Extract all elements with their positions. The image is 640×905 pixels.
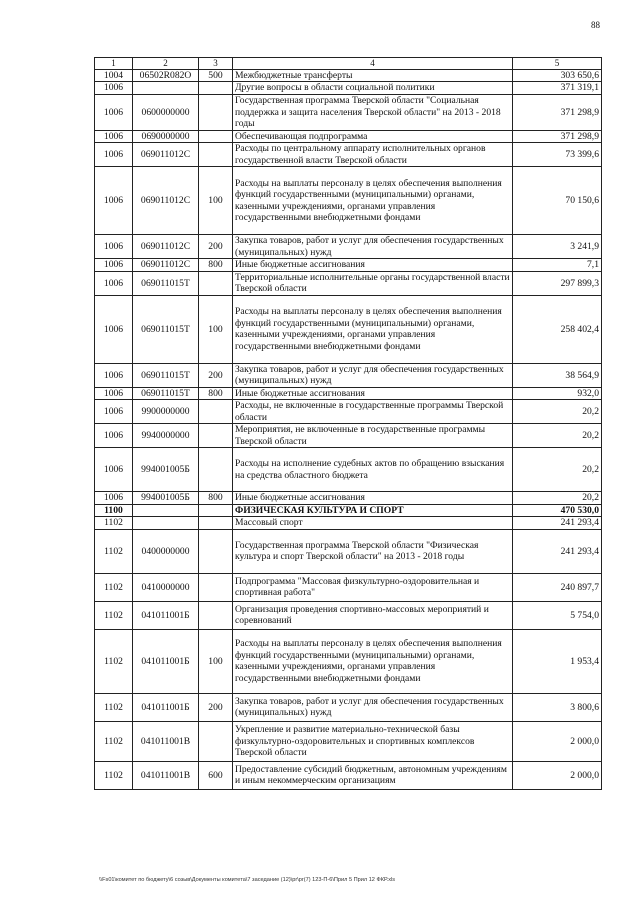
target-code-cell: 06502R082O	[133, 69, 199, 82]
description-cell: Межбюджетные трансферты	[233, 69, 513, 82]
header-col-1: 1	[95, 58, 133, 70]
description-cell: Укрепление и развитие материально-технической базы физкультурно-оздоровительных и спортивных комплексов Тверской области	[233, 721, 513, 761]
description-cell: Расходы на исполнение судебных актов по обращению взыскания на средства областного бюджета	[233, 448, 513, 492]
table-row	[95, 94, 602, 130]
target-code-cell: 0400000000	[133, 529, 199, 573]
table-row	[95, 69, 602, 82]
amount-cell: 371 298,9	[513, 130, 602, 143]
section-code-cell: 1006	[95, 167, 133, 235]
section-code-cell: 1102	[95, 693, 133, 721]
target-code-cell: 0410000000	[133, 573, 199, 601]
expense-type-cell: 100	[199, 295, 233, 363]
section-code-cell: 1102	[95, 517, 133, 530]
amount-cell: 470 530,0	[513, 504, 602, 517]
target-code-cell: 069011015Т	[133, 363, 199, 387]
target-code-cell: 041011001В	[133, 721, 199, 761]
description-cell: Организация проведения спортивно-массовых мероприятий и соревнований	[233, 601, 513, 629]
header-col-3: 3	[199, 58, 233, 70]
target-code-cell: 069011012С	[133, 259, 199, 272]
table-row	[95, 517, 602, 530]
expense-type-cell	[199, 721, 233, 761]
target-code-cell	[133, 517, 199, 530]
header-col-5: 5	[513, 58, 602, 70]
target-code-cell: 041011001Б	[133, 601, 199, 629]
expense-type-cell	[199, 143, 233, 167]
expense-type-cell: 800	[199, 259, 233, 272]
description-cell: Мероприятия, не включенные в государственные программы Тверской области	[233, 424, 513, 448]
amount-cell: 20,2	[513, 400, 602, 424]
target-code-cell	[133, 82, 199, 95]
section-code-cell: 1006	[95, 448, 133, 492]
description-cell: Территориальные исполнительные органы государственной власти Тверской области	[233, 271, 513, 295]
section-code-cell: 1004	[95, 69, 133, 82]
expense-type-cell	[199, 94, 233, 130]
description-cell: Расходы на выплаты персоналу в целях обеспечения выполнения функций государственными (муниципальными) органами, казенными учреждениями, органами управления государственными внебюджетными фондами	[233, 295, 513, 363]
expense-type-cell: 800	[199, 387, 233, 400]
target-code-cell: 041011001В	[133, 761, 199, 789]
table-row	[95, 601, 602, 629]
table-row	[95, 130, 602, 143]
section-code-cell: 1006	[95, 130, 133, 143]
expense-type-cell: 100	[199, 167, 233, 235]
expense-type-cell: 500	[199, 69, 233, 82]
table-row	[95, 693, 602, 721]
description-cell: Предоставление субсидий бюджетным, автономным учреждениям и иным некоммерческим организациям	[233, 761, 513, 789]
amount-cell: 371 298,9	[513, 94, 602, 130]
amount-cell: 2 000,0	[513, 721, 602, 761]
expense-type-cell: 200	[199, 363, 233, 387]
page-number: 88	[591, 20, 600, 30]
description-cell: Иные бюджетные ассигнования	[233, 387, 513, 400]
amount-cell: 20,2	[513, 492, 602, 505]
amount-cell: 1 953,4	[513, 629, 602, 693]
table-row	[95, 259, 602, 272]
section-code-cell: 1006	[95, 363, 133, 387]
description-cell: Обеспечивающая подпрограмма	[233, 130, 513, 143]
target-code-cell: 9940000000	[133, 424, 199, 448]
description-cell: Расходы, не включенные в государственные программы Тверской области	[233, 400, 513, 424]
expense-type-cell: 600	[199, 761, 233, 789]
target-code-cell: 994001005Б	[133, 492, 199, 505]
section-code-cell: 1102	[95, 721, 133, 761]
amount-cell: 371 319,1	[513, 82, 602, 95]
expense-type-cell	[199, 601, 233, 629]
description-cell: Иные бюджетные ассигнования	[233, 259, 513, 272]
section-code-cell: 1006	[95, 492, 133, 505]
target-code-cell: 041011001Б	[133, 629, 199, 693]
amount-cell: 297 899,3	[513, 271, 602, 295]
expense-type-cell	[199, 504, 233, 517]
section-code-cell: 1100	[95, 504, 133, 517]
expense-type-cell: 200	[199, 693, 233, 721]
target-code-cell: 994001005Б	[133, 448, 199, 492]
expense-type-cell	[199, 517, 233, 530]
section-code-cell: 1006	[95, 271, 133, 295]
amount-cell: 303 650,6	[513, 69, 602, 82]
target-code-cell: 9900000000	[133, 400, 199, 424]
file-path-footer: \\Fs01\комитет по бюджету\6 созыв\Документы комитета\7 заседание (12)\pr\pr(7) 123-П-6\Прил 5 Прил 12 ФКР.xls	[99, 877, 396, 883]
target-code-cell: 041011001Б	[133, 693, 199, 721]
table-row	[95, 529, 602, 573]
description-cell: Государственная программа Тверской области "Социальная поддержка и защита населения Тверской области" на 2013 - 2018 годы	[233, 94, 513, 130]
target-code-cell: 069011012С	[133, 143, 199, 167]
table-row	[95, 387, 602, 400]
description-cell: Расходы по центральному аппарату исполнительных органов государственной власти Тверской области	[233, 143, 513, 167]
section-code-cell: 1102	[95, 761, 133, 789]
description-cell: Закупка товаров, работ и услуг для обеспечения государственных (муниципальных) нужд	[233, 363, 513, 387]
section-code-cell: 1006	[95, 94, 133, 130]
amount-cell: 3 241,9	[513, 235, 602, 259]
section-code-cell: 1102	[95, 601, 133, 629]
budget-table	[94, 57, 602, 790]
section-code-cell: 1006	[95, 143, 133, 167]
table-row	[95, 721, 602, 761]
amount-cell: 240 897,7	[513, 573, 602, 601]
target-code-cell: 0600000000	[133, 94, 199, 130]
header-col-4: 4	[233, 58, 513, 70]
table-row	[95, 492, 602, 505]
description-cell: Закупка товаров, работ и услуг для обеспечения государственных (муниципальных) нужд	[233, 235, 513, 259]
amount-cell: 7,1	[513, 259, 602, 272]
expense-type-cell	[199, 400, 233, 424]
expense-type-cell	[199, 271, 233, 295]
table-row	[95, 424, 602, 448]
amount-cell: 70 150,6	[513, 167, 602, 235]
target-code-cell: 0690000000	[133, 130, 199, 143]
section-code-cell: 1006	[95, 387, 133, 400]
amount-cell: 38 564,9	[513, 363, 602, 387]
table-row	[95, 235, 602, 259]
description-cell: ФИЗИЧЕСКАЯ КУЛЬТУРА И СПОРТ	[233, 504, 513, 517]
expense-type-cell: 100	[199, 629, 233, 693]
amount-cell: 3 800,6	[513, 693, 602, 721]
amount-cell: 5 754,0	[513, 601, 602, 629]
amount-cell: 20,2	[513, 448, 602, 492]
table-row	[95, 629, 602, 693]
section-code-cell: 1102	[95, 529, 133, 573]
target-code-cell	[133, 504, 199, 517]
section-code-cell: 1006	[95, 400, 133, 424]
section-code-cell: 1006	[95, 235, 133, 259]
description-cell: Иные бюджетные ассигнования	[233, 492, 513, 505]
description-cell: Расходы на выплаты персоналу в целях обеспечения выполнения функций государственными (муниципальными) органами, казенными учреждениями, органами управления государственными внебюджетными фондами	[233, 629, 513, 693]
expense-type-cell	[199, 529, 233, 573]
section-code-cell: 1006	[95, 259, 133, 272]
description-cell: Другие вопросы в области социальной политики	[233, 82, 513, 95]
amount-cell: 241 293,4	[513, 517, 602, 530]
amount-cell: 258 402,4	[513, 295, 602, 363]
amount-cell: 241 293,4	[513, 529, 602, 573]
target-code-cell: 069011012С	[133, 235, 199, 259]
table-row	[95, 363, 602, 387]
table-row	[95, 448, 602, 492]
table-row	[95, 761, 602, 789]
section-code-cell: 1102	[95, 573, 133, 601]
section-code-cell: 1006	[95, 295, 133, 363]
description-cell: Массовый спорт	[233, 517, 513, 530]
target-code-cell: 069011015Т	[133, 387, 199, 400]
target-code-cell: 069011015Т	[133, 295, 199, 363]
expense-type-cell	[199, 130, 233, 143]
table-row	[95, 573, 602, 601]
amount-cell: 2 000,0	[513, 761, 602, 789]
header-col-2: 2	[133, 58, 199, 70]
description-cell: Государственная программа Тверской области "Физическая культура и спорт Тверской области" на 2013 - 2018 годы	[233, 529, 513, 573]
amount-cell: 20,2	[513, 424, 602, 448]
table-header-row	[95, 58, 602, 70]
table-row	[95, 295, 602, 363]
amount-cell: 932,0	[513, 387, 602, 400]
table-row	[95, 82, 602, 95]
description-cell: Закупка товаров, работ и услуг для обеспечения государственных (муниципальных) нужд	[233, 693, 513, 721]
section-code-cell: 1006	[95, 424, 133, 448]
description-cell: Подпрограмма "Массовая физкультурно-оздоровительная и спортивная работа"	[233, 573, 513, 601]
expense-type-cell	[199, 424, 233, 448]
table-row	[95, 400, 602, 424]
table-row	[95, 143, 602, 167]
expense-type-cell: 800	[199, 492, 233, 505]
expense-type-cell	[199, 448, 233, 492]
table-row	[95, 271, 602, 295]
description-cell: Расходы на выплаты персоналу в целях обеспечения выполнения функций государственными (муниципальными) органами, казенными учреждениями, органами управления государственными внебюджетными фондами	[233, 167, 513, 235]
expense-type-cell: 200	[199, 235, 233, 259]
target-code-cell: 069011015Т	[133, 271, 199, 295]
table-row	[95, 167, 602, 235]
expense-type-cell	[199, 82, 233, 95]
amount-cell: 73 399,6	[513, 143, 602, 167]
table-row	[95, 504, 602, 517]
target-code-cell: 069011012С	[133, 167, 199, 235]
expense-type-cell	[199, 573, 233, 601]
section-code-cell: 1102	[95, 629, 133, 693]
section-code-cell: 1006	[95, 82, 133, 95]
